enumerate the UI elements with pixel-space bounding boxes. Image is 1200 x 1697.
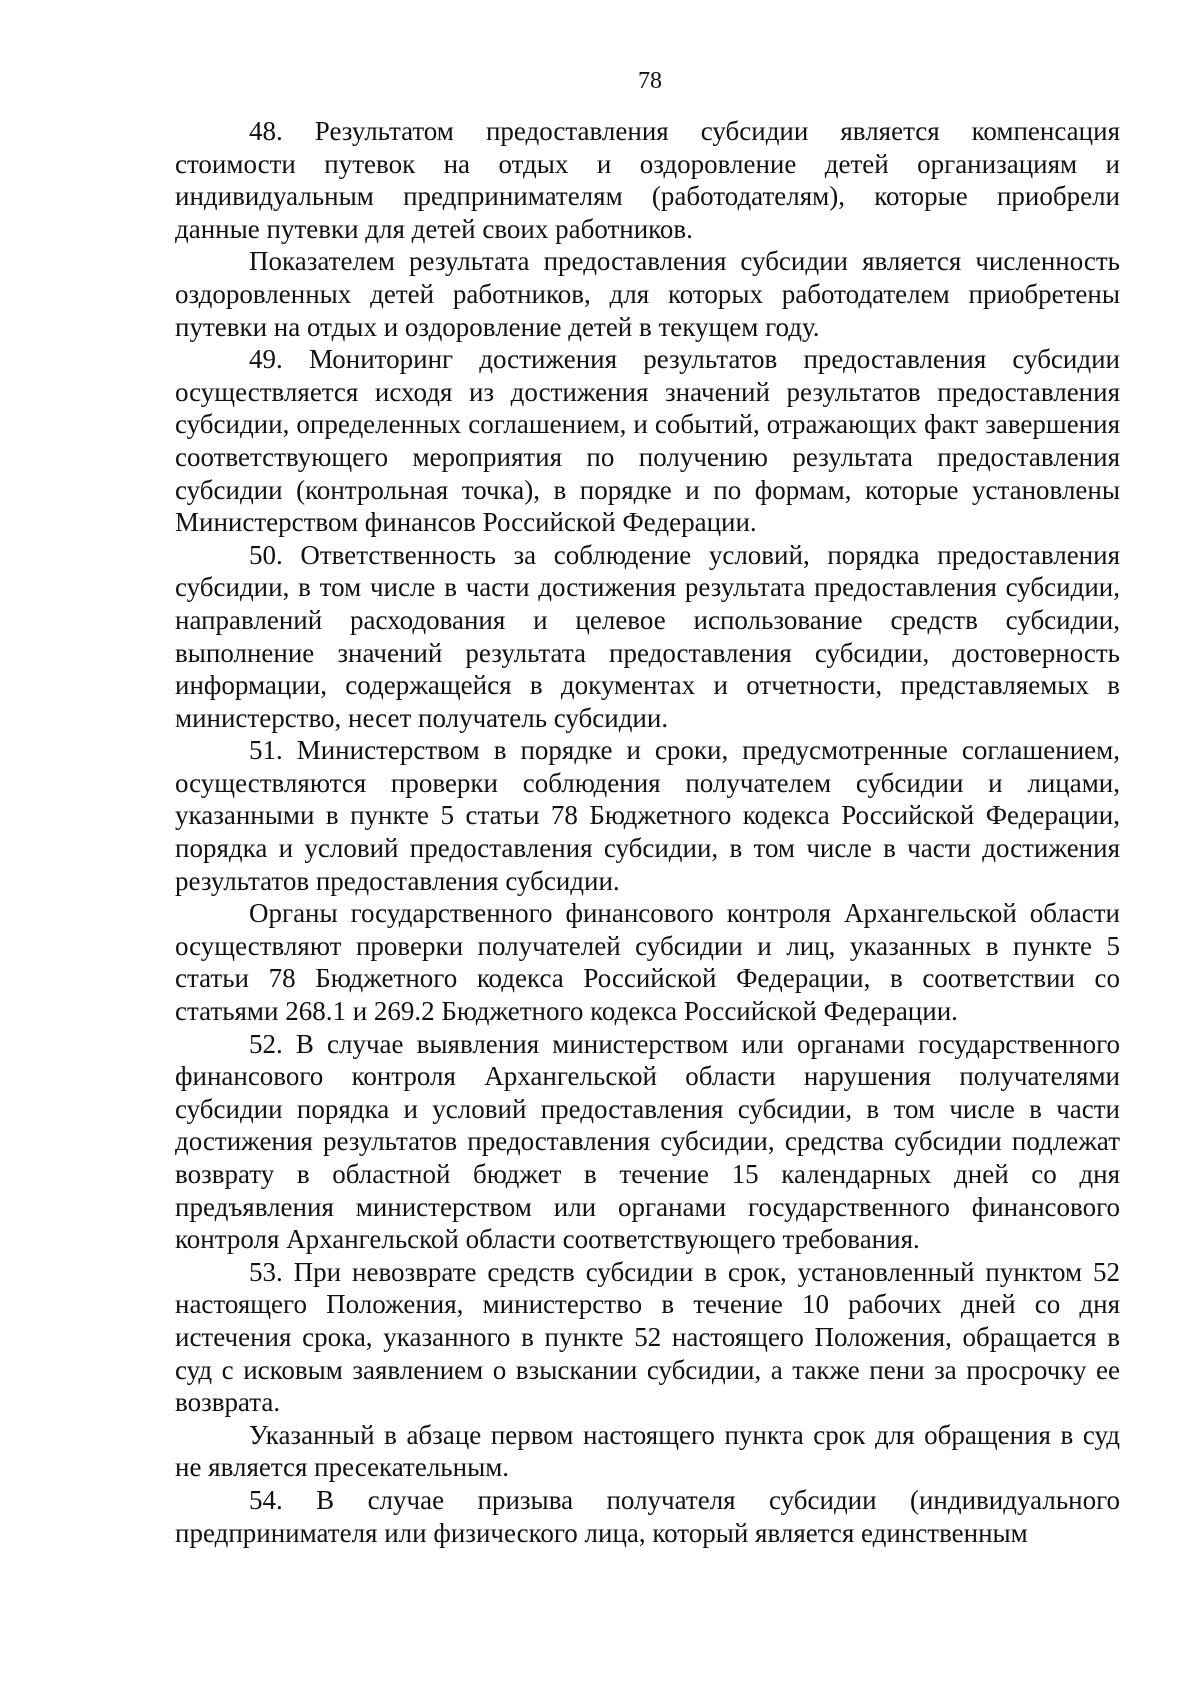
paragraph-51-control: Органы государственного финансового контроля Архангельской области осуществляют проверки получателей субсидии и лиц, указанных в пункте 5 статьи 78 Бюджетного кодекса Российской Федерации, в соответствии со статьями 268.1 и 269.2 Бюджетного кодекса Российской Федерации. bbox=[175, 898, 1120, 1027]
paragraph-53-deadline-note: Указанный в абзаце первом настоящего пункта срок для обращения в суд не является пресекательным. bbox=[175, 1419, 1120, 1483]
paragraph-49: 49. Мониторинг достижения результатов предоставления субсидии осуществляется исходя из достижения значений результатов предоставления субсидии, определенных соглашением, и событий, отражающих факт завершения соответствующего мероприятия по получению результата предоставления субсидии (контрольная точка), в порядке и по формам, которые установлены Министерством финансов Российской Федерации. bbox=[175, 344, 1120, 538]
paragraph-51: 51. Министерством в порядке и сроки, предусмотренные соглашением, осуществляются проверки соблюдения получателем субсидии и лицами, указанными в пункте 5 статьи 78 Бюджетного кодекса Российской Федерации, порядка и условий предоставления субсидии, в том числе в части достижения результатов предоставления субсидии. bbox=[175, 735, 1120, 896]
page-number: 78 bbox=[638, 68, 662, 94]
paragraph-52: 52. В случае выявления министерством или органами государственного финансового контроля Архангельской области нарушения получателями субсидии порядка и условий предоставления субсидии, в том числе в части достижения результатов предоставления субсидии, средства субсидии подлежат возврату в областной бюджет в течение 15 календарных дней со дня предъявления министерством или органами государственного финансового контроля Архангельской области соответствующего требования. bbox=[175, 1028, 1120, 1255]
paragraph-48: 48. Результатом предоставления субсидии является компенсация стоимости путевок на отдых и оздоровление детей организациям и индивидуальным предпринимателям (работодателям), которые приобрели данные путевки для детей своих работников. bbox=[175, 116, 1120, 244]
document-body bbox=[175, 115, 1120, 1549]
paragraph-53: 53. При невозврате средств субсидии в срок, установленный пунктом 52 настоящего Положения, министерство в течение 10 рабочих дней со дня истечения срока, указанного в пункте 52 настоящего Положения, обращается в суд с исковым заявлением о взыскании субсидии, а также пени за просрочку ее возврата. bbox=[175, 1256, 1120, 1418]
paragraph-50: 50. Ответственность за соблюдение условий, порядка предоставления субсидии, в том числе в части достижения результата предоставления субсидии, направлений расходования и целевое использование средств субсидии, выполнение значений результата предоставления субсидии, достоверность информации, содержащейся в документах и отчетности, представляемых в министерство, несет получатель субсидии. bbox=[175, 539, 1120, 733]
paragraph-54: 54. В случае призыва получателя субсидии (индивидуального предпринимателя или физического лица, который является единственным bbox=[175, 1484, 1120, 1548]
paragraph-48-indicator: Показателем результата предоставления субсидии является численность оздоровленных детей работников, для которых работодателем приобретены путевки на отдых и оздоровление детей в текущем году. bbox=[175, 246, 1120, 342]
